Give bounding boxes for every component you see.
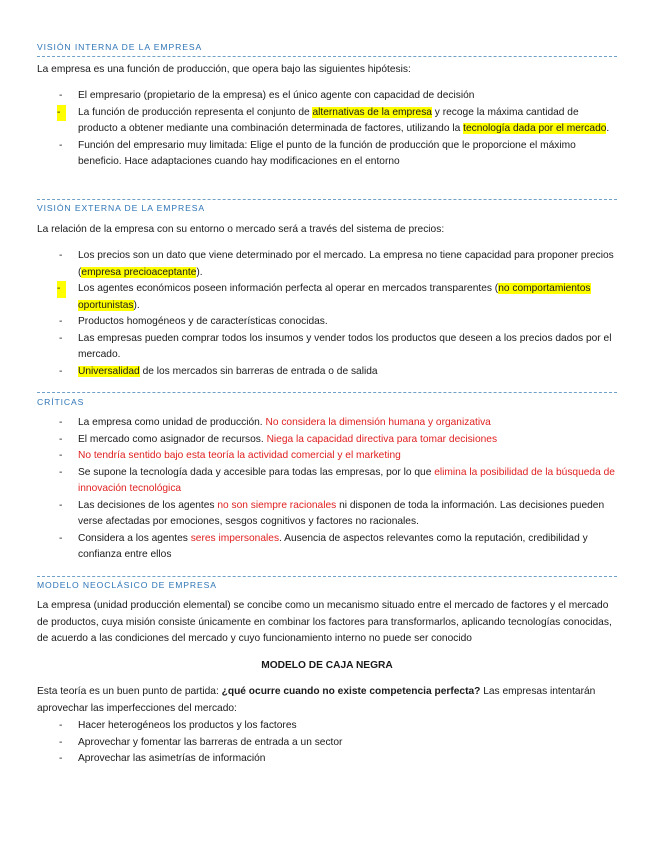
list-item: - El empresario (propietario de la empresa) es el único agente con capacidad de decisión (59, 90, 475, 101)
list-item: - Los agentes económicos poseen información perfecta al operar en mercados transparentes (no comportamientos oportunistas). (57, 283, 591, 311)
list-item: - No tendría sentido bajo esta teoría la actividad comercial y el marketing (59, 450, 401, 461)
list-item: - Universalidad de los mercados sin barreras de entrada o de salida (59, 365, 378, 377)
list-item: - El mercado como asignador de recursos. Niega la capacidad directiva para tomar decisiones (59, 433, 498, 445)
list-imperfecciones (37, 718, 617, 768)
list-item: - Hacer heterogéneos los productos y los factores (59, 720, 297, 731)
section-divider (37, 392, 617, 393)
title-caja-negra: MODELO DE CAJA NEGRA (261, 660, 393, 671)
section-heading-vision-interna: VISIÓN INTERNA DE LA EMPRESA (37, 42, 203, 52)
list-precios (37, 248, 617, 380)
section-divider (37, 576, 617, 577)
list-item: - Función del empresario muy limitada: Elige el punto de la función de producción que le proporcione el máximo beneficio. Hace adaptaciones cuando hay modificaciones en el entorno (59, 139, 576, 167)
list-item: - Se supone la tecnología dada y accesible para todas las empresas, por lo que elimina la posibilidad de la búsqueda de innovación tecnológica (59, 466, 615, 494)
list-item: - La función de producción representa el conjunto de alternativas de la empresa y recoge la máxima cantidad de producto a obtener mediante una combinación determinada de factores, utilizando la tecnología dada por el mercado. (57, 106, 610, 134)
list-item: - Las empresas pueden comprar todos los insumos y vender todos los productos que deseen a los precios dados por el mercado. (59, 332, 612, 360)
list-hipotesis (37, 88, 617, 171)
section-divider (37, 199, 617, 200)
section-heading-vision-externa: VISIÓN EXTERNA DE LA EMPRESA (37, 203, 205, 213)
list-item: - Aprovechar las asimetrías de información (59, 753, 266, 764)
list-item: - Aprovechar y fomentar las barreras de entrada a un sector (59, 736, 343, 748)
list-item: - Considera a los agentes seres impersonales. Ausencia de aspectos relevantes como la reputación, credibilidad y confianza entre ellos (59, 532, 588, 560)
list-item: - Los precios son un dato que viene determinado por el mercado. La empresa no tiene capacidad para proponer precios (empresa precioaceptante). (59, 250, 614, 278)
section-heading-criticas: CRÍTICAS (37, 397, 85, 407)
list-criticas (37, 415, 617, 564)
list-item: - Productos homogéneos y de características conocidas. (59, 316, 328, 327)
paragraph-modelo-neoclasico: La empresa (unidad producción elemental) se concibe como un mecanismo situado entre el mercado de factores y el mercado de productos, cuya misión consiste únicamente en combinar los factores para transformarlos, aplicando tecnologías conocidas, de acuerdo a las condiciones del mercado y cuyo funcionamiento interno no puede ser conocido (37, 600, 612, 644)
list-item: - Las decisiones de los agentes no son siempre racionales ni disponen de toda la información. Las decisiones pueden verse afectadas por emociones, sesgos cognitivos y factores no racionales. (59, 499, 605, 527)
paragraph-intro-interna: La empresa es una función de producción, que opera bajo las siguientes hipótesis: (37, 64, 411, 75)
list-item: - La empresa como unidad de producción. No considera la dimensión humana y organizativa (59, 417, 491, 428)
section-divider (37, 56, 617, 57)
paragraph-caja-negra: Esta teoría es un buen punto de partida: ¿qué ocurre cuando no existe competencia perfecta? Las empresas intentarán aprovechar las imperfecciones del mercado: (37, 686, 596, 714)
paragraph-intro-externa: La relación de la empresa con su entorno o mercado será a través del sistema de precios: (37, 224, 445, 235)
section-heading-modelo-neoclasico: MODELO NEOCLÁSICO DE EMPRESA (37, 580, 217, 590)
